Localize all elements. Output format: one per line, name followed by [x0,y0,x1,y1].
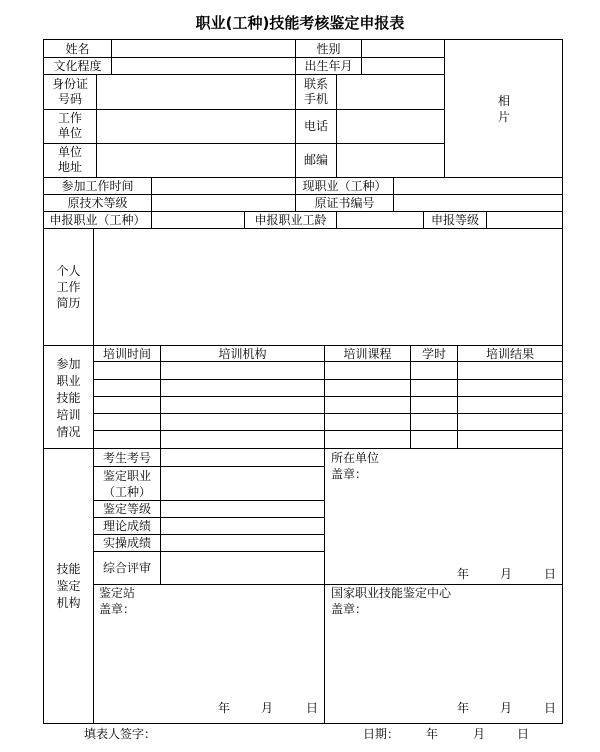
phone-label: 电话 [303,119,328,133]
training-row[interactable] [94,397,562,413]
address-label-line1: 单位 [57,145,82,159]
id-label-line2: 号码 [57,92,82,106]
work-unit-field[interactable] [97,110,295,143]
assess-job-field[interactable] [161,467,324,500]
unit-day-label: 日 [544,567,557,581]
orig-level-field[interactable] [152,195,295,211]
training-label-line1: 参加 [56,357,81,371]
overall-review-label: 综合评审 [102,561,151,575]
apply-years-label: 申报职业工龄 [254,213,327,227]
mobile-field[interactable] [337,75,444,109]
mobile-label-line2: 手机 [303,92,328,106]
assess-level-field[interactable] [161,501,324,517]
apply-job-field[interactable] [152,212,244,228]
current-job-field[interactable] [394,178,562,194]
center-label: 国家职业技能鉴定中心 [331,586,452,600]
theory-score-label: 理论成绩 [102,519,151,533]
resume-label-line3: 简历 [56,296,81,310]
station-year-label: 年 [218,701,231,715]
apply-years-field[interactable] [337,212,423,228]
name-field[interactable] [112,40,295,57]
resume-label-line1: 个人 [56,264,81,278]
practice-score-field[interactable] [161,535,324,551]
theory-score-field[interactable] [161,518,324,534]
photo-label-line1: 相 [497,94,510,108]
name-label: 姓名 [65,42,90,56]
education-label: 文化程度 [53,59,102,73]
footer-year-label: 年 [426,727,439,741]
overall-review-field[interactable] [161,552,324,584]
phone-field[interactable] [337,110,444,143]
training-header-course: 培训课程 [343,347,392,361]
id-label-line1: 身份证 [51,77,88,91]
education-field[interactable] [112,58,295,74]
gender-label: 性别 [316,42,341,56]
address-field[interactable] [97,144,295,177]
unit-year-label: 年 [457,567,470,581]
date-label: 日期： [363,727,400,741]
center-day-label: 日 [544,701,557,715]
training-row[interactable] [94,380,562,396]
orig-cert-label: 原证书编号 [314,196,375,210]
current-job-label: 现职业（工种） [302,179,387,193]
address-label-line2: 地址 [57,160,82,174]
assess-label-line2: 鉴定 [56,579,81,593]
photo-label-line2: 片 [497,110,510,124]
station-label: 鉴定站 [99,586,136,600]
station-day-label: 日 [306,701,319,715]
resume-field[interactable] [94,229,562,345]
training-label-line2: 职业 [56,374,81,388]
center-month-label: 月 [500,701,513,715]
training-row[interactable] [94,362,562,379]
station-month-label: 月 [261,701,274,715]
filler-signature-label: 填表人签字： [84,727,157,741]
center-year-label: 年 [457,701,470,715]
id-number-field[interactable] [97,75,295,109]
center-seal-label: 盖章： [331,602,368,616]
assess-job-label-line2: （工种） [102,485,151,499]
footer-month-label: 月 [473,727,486,741]
join-time-field[interactable] [152,178,295,194]
assess-label-line3: 机构 [56,596,81,610]
training-header-time: 培训时间 [102,347,151,361]
birth-field[interactable] [362,58,444,74]
unit-month-label: 月 [500,567,513,581]
practice-score-label: 实操成绩 [102,536,151,550]
assess-label-line1: 技能 [56,562,81,576]
training-row[interactable] [94,414,562,430]
gender-field[interactable] [362,40,444,57]
unit-seal-label: 盖章： [331,467,368,481]
training-header-result: 培训结果 [485,347,534,361]
apply-level-label: 申报等级 [430,213,479,227]
orig-level-label: 原技术等级 [67,196,128,210]
apply-job-label: 申报职业（工种） [49,213,146,227]
training-label-line4: 培训 [56,408,81,422]
training-header-hours: 学时 [421,347,446,361]
footer-day-label: 日 [517,727,530,741]
training-row[interactable] [94,431,562,448]
unit-label: 所在单位 [331,451,380,465]
apply-level-field[interactable] [487,212,562,228]
training-label-line3: 技能 [56,391,81,405]
assess-job-label-line1: 鉴定职业 [102,469,151,483]
mobile-label-line1: 联系 [303,77,328,91]
join-time-label: 参加工作时间 [61,179,134,193]
exam-no-label: 考生考号 [102,451,151,465]
postcode-field[interactable] [337,144,444,177]
training-header-institution: 培训机构 [218,347,267,361]
station-seal-label: 盖章： [99,602,136,616]
work-unit-label-line1: 工作 [57,111,82,125]
exam-no-field[interactable] [161,449,324,466]
birth-label: 出生年月 [304,59,353,73]
postcode-label: 邮编 [303,153,328,167]
work-unit-label-line2: 单位 [57,126,82,140]
orig-cert-field[interactable] [394,195,562,211]
assess-level-label: 鉴定等级 [102,502,151,516]
form-title: 职业(工种)技能考核鉴定申报表 [195,14,405,32]
training-label-line5: 情况 [56,425,81,439]
resume-label-line2: 工作 [56,280,81,294]
